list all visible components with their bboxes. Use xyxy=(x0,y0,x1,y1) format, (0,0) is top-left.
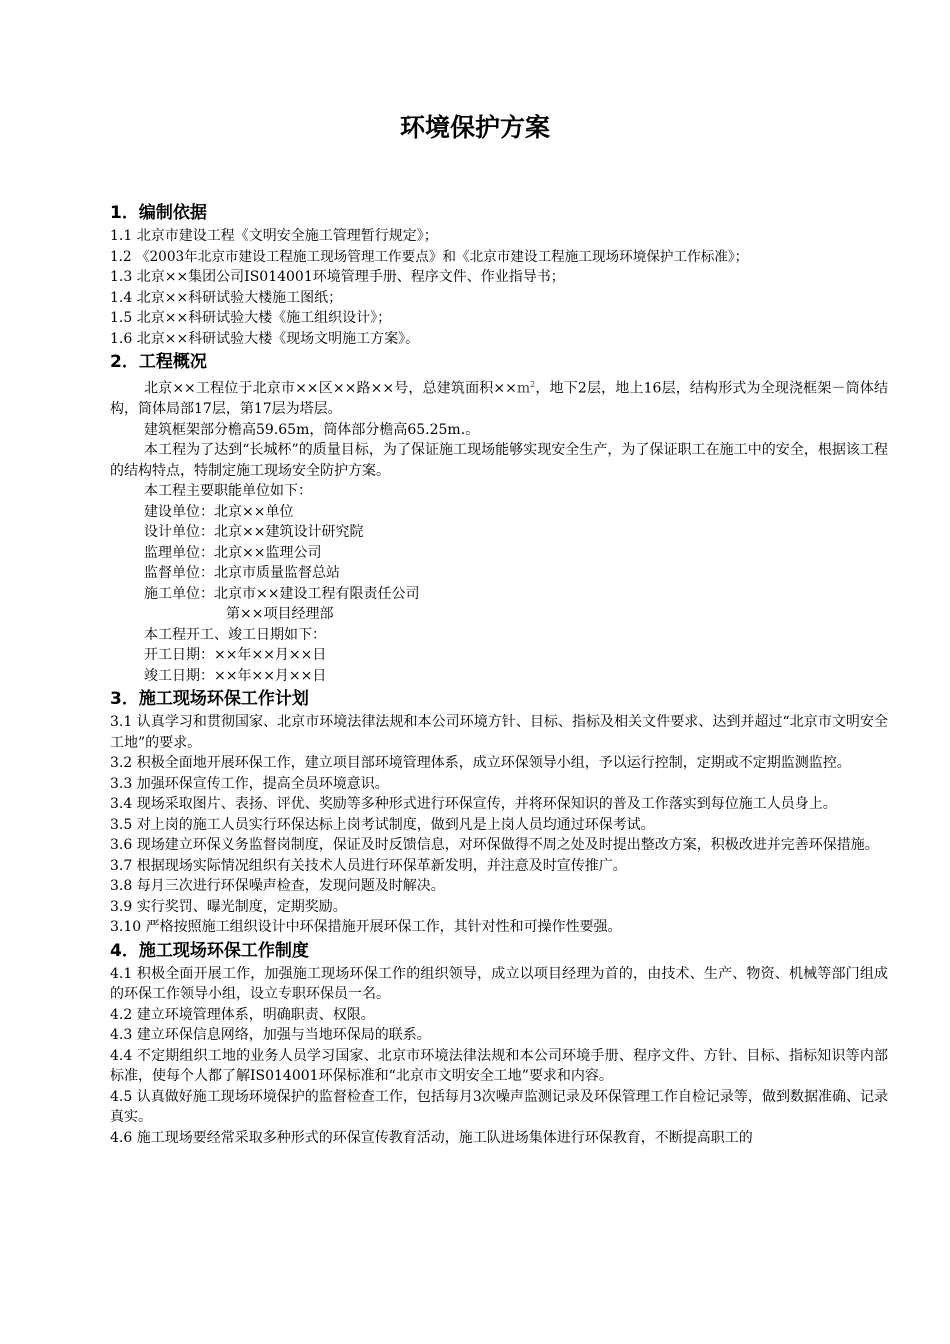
s2-overview-text-a: 北京××工程位于北京市××区××路××号，总建筑面积×× xyxy=(144,380,517,397)
s1-item-2: 1.2 《2003年北京市建设工程施工现场管理工作要点》和《北京市建设工程施工现场环境保护工作标准》； xyxy=(110,248,749,265)
s4-item-2: 4.2 建立环境管理体系，明确职责、权限。 xyxy=(110,1006,375,1023)
section-4-heading: 4．施工现场环保工作制度 xyxy=(110,940,309,961)
s2-unit-client: 建设单位：北京××单位 xyxy=(144,503,294,520)
s2-height-paragraph: 建筑框架部分檐高59.65m，筒体部分檐高65.25m.。 xyxy=(144,421,480,438)
s2-unit-inspector: 监督单位：北京市质量监督总站 xyxy=(144,565,340,582)
s3-item-8: 3.8 每月三次进行环保噪声检查，发现问题及时解决。 xyxy=(110,878,445,895)
s3-item-1: 3.1 认真学习和贯彻国家、北京市环境法律法规和本公司环境方针、目标、指标及相关文件要求、达到并超过“北京市文明安全工地”的要求。 xyxy=(110,714,888,751)
s2-overview-text-b: ，地下2层，地上16层，结构形式为全现浇框架－筒体结构，筒体局部17层，第17层为塔层。 xyxy=(110,380,888,418)
s2-goal-paragraph: 本工程为了达到“长城杯”的质量目标，为了保证施工现场能够实现安全生产，为了保证职工在施工中的安全，根据该工程的结构特点，特制定施工现场安全防护方案。 xyxy=(110,442,888,479)
document-title: 环境保护方案 xyxy=(399,113,550,142)
section-2-heading: 2．工程概况 xyxy=(110,352,207,372)
s2-end-date: 竣工日期：××年××月××日 xyxy=(144,667,327,684)
s2-units-intro: 本工程主要职能单位如下： xyxy=(144,483,312,500)
s4-item-1: 4.1 积极全面开展工作，加强施工现场环保工作的组织领导，成立以项目经理为首的，由技术、生产、物资、机械等部门组成的环保工作领导小组，设立专职环保员一名。 xyxy=(110,965,888,1003)
s2-unit-contractor-sub: 第××项目经理部 xyxy=(226,606,334,623)
section-3-heading: 3．施工现场环保工作计划 xyxy=(110,689,309,710)
s3-item-2: 3.2 积极全面地开展环保工作，建立项目部环境管理体系，成立环保领导小组，予以运行控制，定期或不定期监测监控。 xyxy=(110,755,851,772)
s2-dates-intro: 本工程开工、竣工日期如下： xyxy=(144,626,326,643)
s1-item-3: 1.3 北京××集团公司IS014001环境管理手册、程序文件、作业指导书； xyxy=(110,269,565,285)
s2-overview-paragraph xyxy=(110,375,888,420)
s1-item-6: 1.6 北京××科研试验大楼《现场文明施工方案》。 xyxy=(110,330,420,347)
s2-unit-contractor: 施工单位：北京市××建设工程有限责任公司 xyxy=(144,585,420,602)
s1-item-4: 1.4 北京××科研试验大楼施工图纸； xyxy=(110,289,343,306)
s4-item-6: 4.6 施工现场要经常采取多种形式的环保宣传教育活动，施工队进场集体进行环保教育，不断提高职工的 xyxy=(110,1129,753,1146)
area-unit: m xyxy=(516,380,531,397)
s3-item-6: 3.6 现场建立环保义务监督岗制度，保证及时反馈信息，对环保做得不周之处及时提出整改方案，积极改进并完善环保措施。 xyxy=(110,837,879,854)
s1-item-5: 1.5 北京××科研试验大楼《施工组织设计》； xyxy=(110,310,392,326)
s4-item-5: 4.5 认真做好施工现场环境保护的监督检查工作，包括每月3次噪声监测记录及环保管理工作自检记录等，做到数据准确、记录真实。 xyxy=(110,1088,888,1126)
section-1-heading: 1．编制依据 xyxy=(110,203,207,223)
s3-item-5: 3.5 对上岗的施工人员实行环保达标上岗考试制度，做到凡是上岗人员均通过环保考试。 xyxy=(110,816,655,833)
s4-item-4: 4.4 不定期组织工地的业务人员学习国家、北京市环境法律法规和本公司环境手册、程序文件、方针、目标、指标知识等内部标准，使每个人都了解IS014001环保标准和“北京市文明安全工地”要求和内容。 xyxy=(110,1047,888,1085)
s2-start-date: 开工日期：××年××月××日 xyxy=(144,647,327,664)
s3-item-3: 3.3 加强环保宣传工作，提高全员环境意识。 xyxy=(110,775,389,792)
s1-item-1: 1.1 北京市建设工程《文明安全施工管理暂行规定》； xyxy=(110,228,438,244)
s3-item-7: 3.7 根据现场实际情况组织有关技术人员进行环保革新发明，并注意及时宣传推广。 xyxy=(110,857,627,874)
s2-unit-designer: 设计单位：北京××建筑设计研究院 xyxy=(144,524,364,541)
document-body xyxy=(110,200,888,1148)
s3-item-10: 3.10 严格按照施工组织设计中环保措施开展环保工作，其针对性和可操作性要强。 xyxy=(110,919,622,936)
s3-item-4: 3.4 现场采取图片、表扬、评优、奖励等多种形式进行环保宣传，并将环保知识的普及工作落实到每位施工人员身上。 xyxy=(110,796,837,813)
s2-unit-supervisor: 监理单位：北京××监理公司 xyxy=(144,544,322,561)
s3-item-9: 3.9 实行奖罚、曝光制度，定期奖励。 xyxy=(110,898,347,915)
s4-item-3: 4.3 建立环保信息网络，加强与当地环保局的联系。 xyxy=(110,1027,431,1044)
area-unit-sup: 2 xyxy=(530,380,536,389)
